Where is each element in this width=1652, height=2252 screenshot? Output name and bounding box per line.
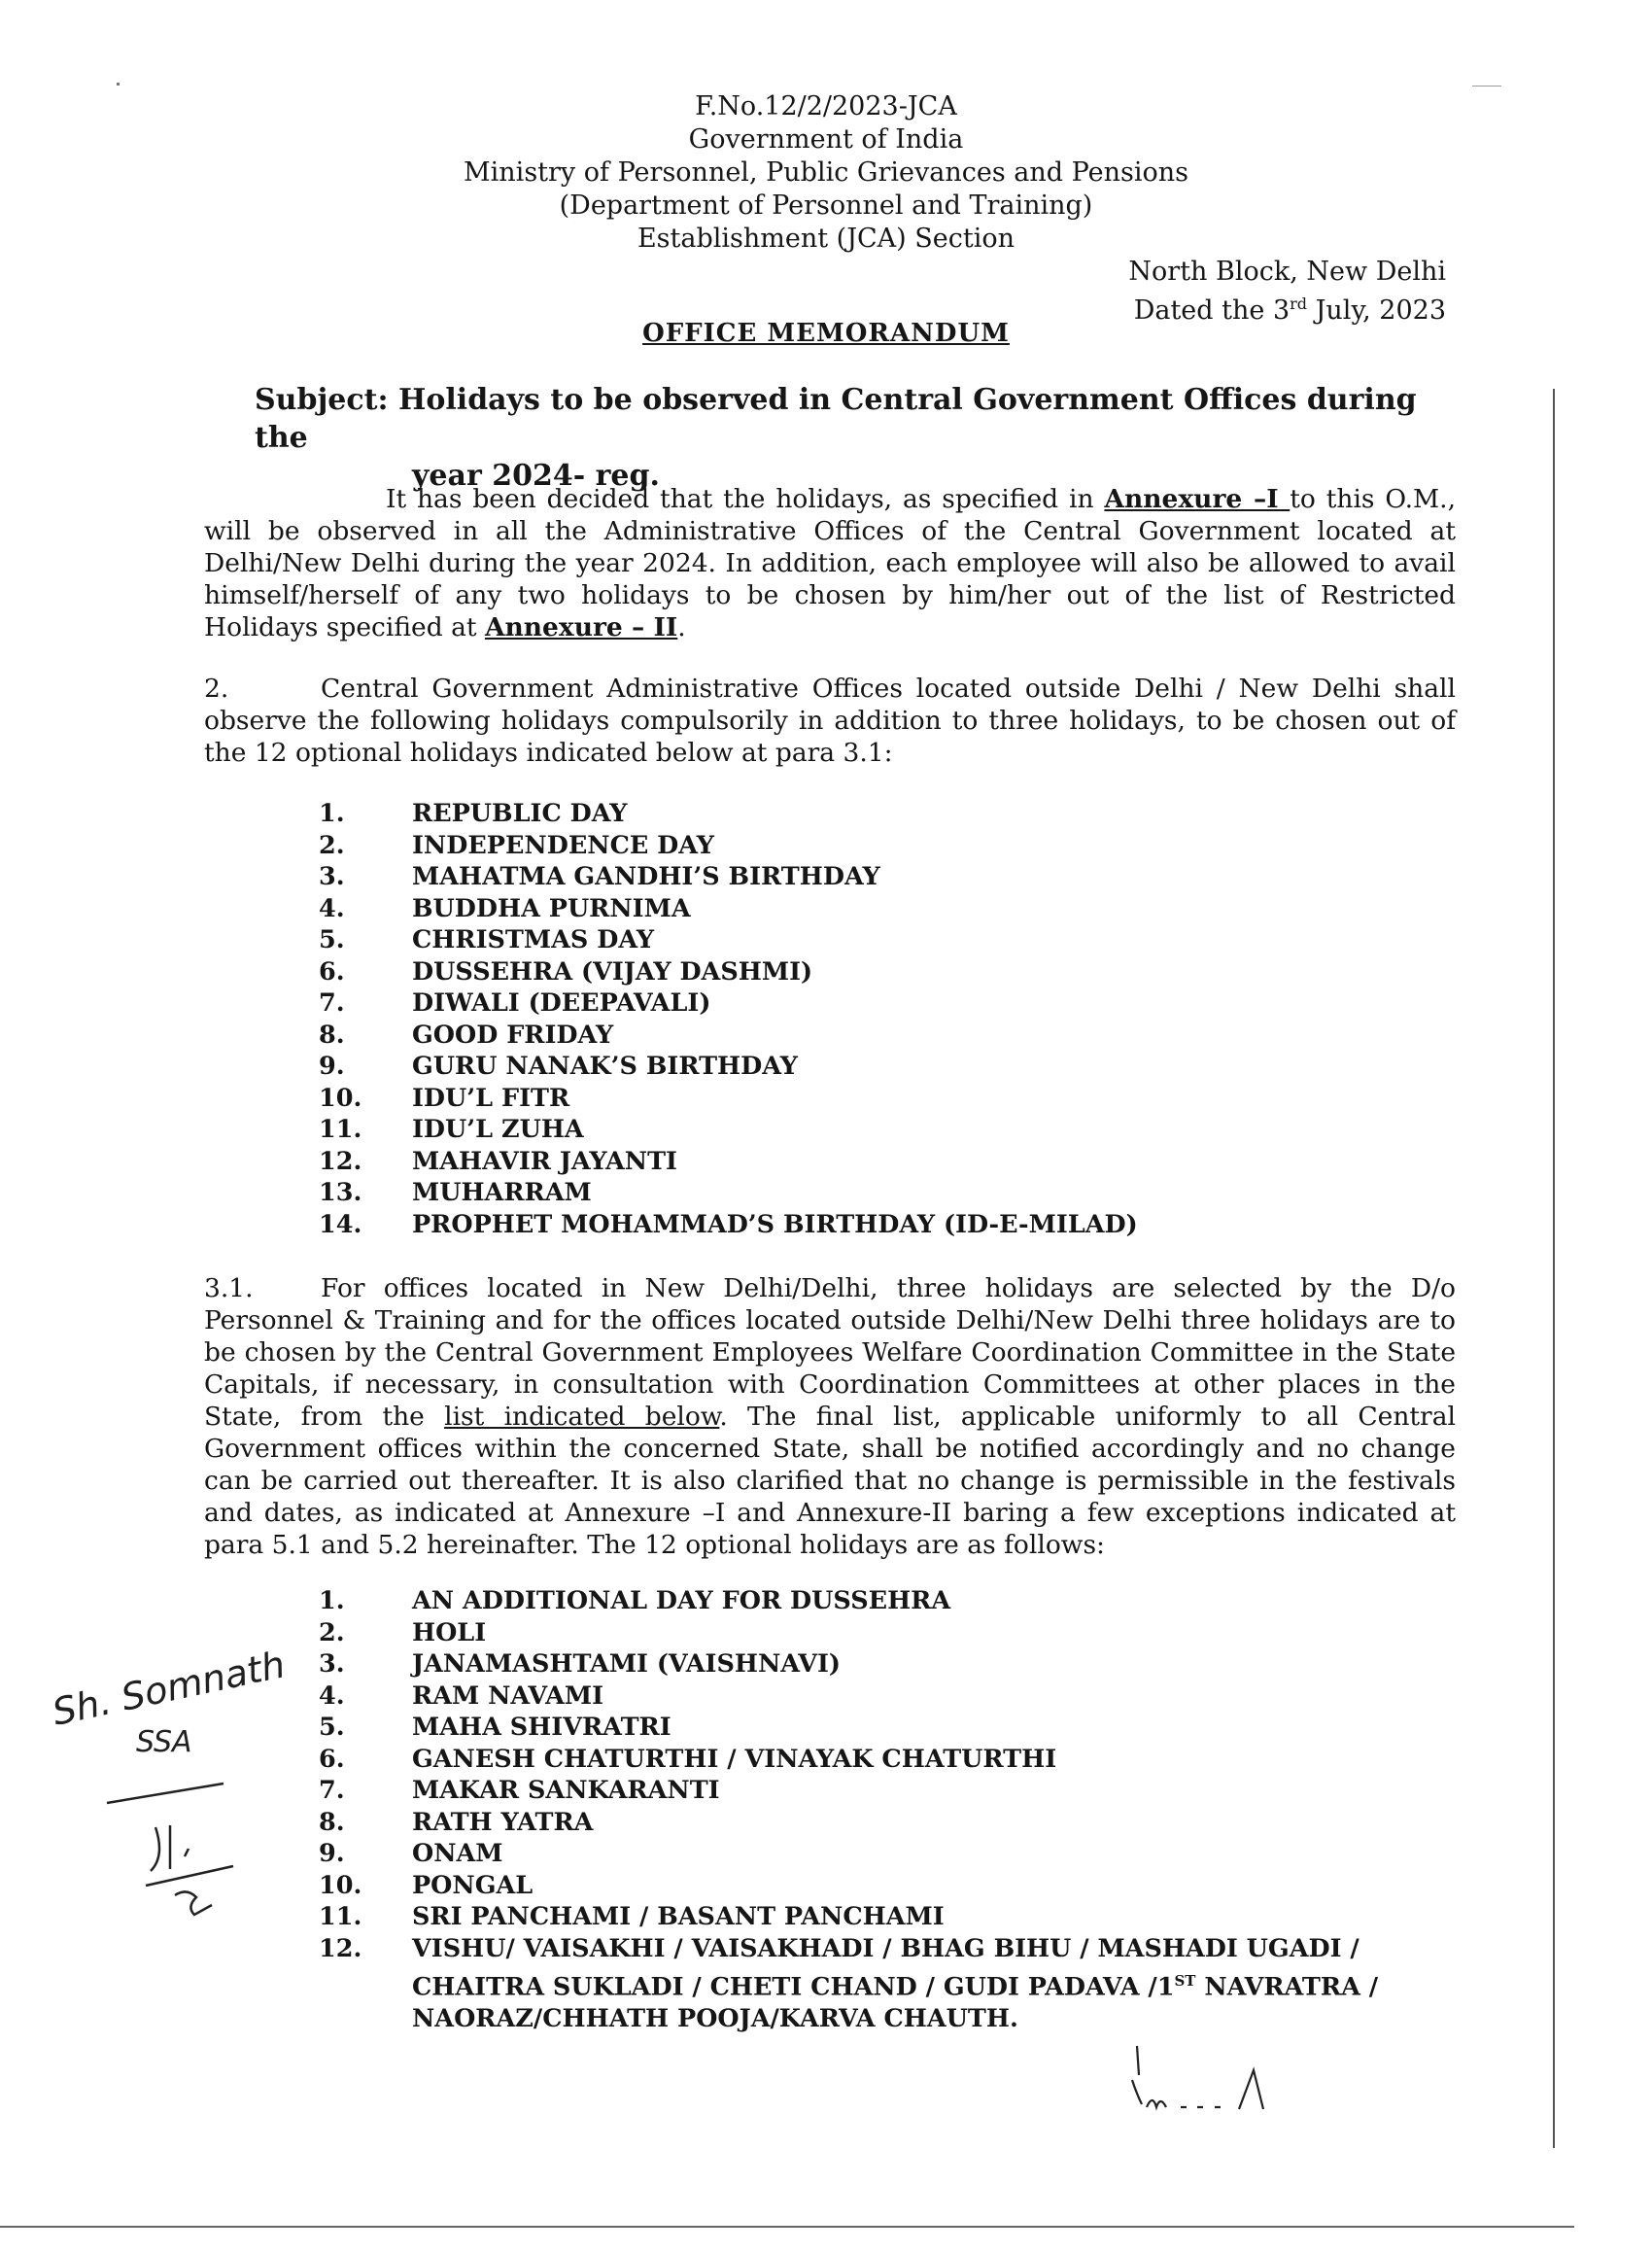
optional-holiday-item-name: SRI PANCHAMI / BASANT PANCHAMI (412, 1902, 945, 1931)
compulsory-holiday-item (319, 1114, 1138, 1146)
optional-holiday-item-number: 7. (319, 1776, 345, 1805)
compulsory-holiday-item-name: BUDDHA PURNIMA (412, 893, 691, 923)
ministry-line: Ministry of Personnel, Public Grievances and Pensions (464, 157, 1188, 188)
compulsory-holiday-item (319, 1177, 1138, 1209)
compulsory-holiday-item (319, 956, 1138, 988)
optional-holiday-item-name: MAKAR SANKARANTI (412, 1776, 720, 1805)
compulsory-holiday-item-number: 3. (319, 862, 345, 891)
compulsory-holiday-item (319, 924, 1138, 956)
paragraph-2: 2. Central Government Administrative Offices located outside Delhi / New Delhi shall observe the following holidays compulsorily in addition to three holidays, to be chosen out of the 12 optional holidays indicated below at para 3.1: (204, 674, 1456, 768)
compulsory-holiday-item (319, 893, 1138, 925)
compulsory-holiday-item (319, 987, 1138, 1020)
compulsory-holiday-item (319, 798, 1138, 830)
scan-bottom-line (0, 2226, 1574, 2228)
optional-holiday-item-name: ONAM (412, 1839, 503, 1868)
compulsory-holiday-item-number: 12. (319, 1146, 362, 1176)
optional-holiday-item-number: 10. (319, 1870, 362, 1900)
compulsory-holiday-item-number: 6. (319, 956, 345, 987)
optional-holiday-item (319, 1838, 1056, 1870)
optional-holiday-item (319, 1617, 1056, 1649)
optional-holiday-item (319, 1775, 1056, 1807)
compulsory-holiday-item (319, 1020, 1138, 1052)
list-indicated-below-link: list indicated below (444, 1402, 720, 1432)
compulsory-holiday-item-number: 2. (319, 830, 345, 860)
scan-dust (117, 83, 120, 86)
compulsory-holiday-item-name: GOOD FRIDAY (412, 1020, 614, 1050)
compulsory-holiday-item-number: 14. (319, 1209, 362, 1239)
compulsory-holiday-item-name: IDU’L FITR (412, 1083, 570, 1113)
optional-holiday-item (319, 1585, 1056, 1617)
optional-holiday-item-name: HOLI (412, 1617, 487, 1647)
compulsory-holiday-item-number: 8. (319, 1020, 345, 1050)
optional-holiday-item (319, 1744, 1056, 1776)
subject-line-2: year 2024- reg. (412, 459, 660, 493)
compulsory-holiday-item-name: DIWALI (DEEPAVALI) (412, 988, 711, 1018)
compulsory-holiday-item (319, 830, 1138, 862)
signature-initials (1118, 2041, 1331, 2119)
compulsory-holiday-item (319, 1083, 1138, 1115)
paragraph-3-1-number: 3.1. (204, 1273, 254, 1303)
optional-holiday-item (319, 1680, 1056, 1713)
optional-holiday-item-number: 11. (319, 1902, 362, 1931)
compulsory-holiday-item-number: 1. (319, 799, 345, 828)
optional-holiday-item-number: 4. (319, 1680, 345, 1711)
place-line: North Block, New Delhi (1128, 257, 1446, 287)
compulsory-holiday-item-number: 11. (319, 1115, 362, 1144)
handwritten-marks (87, 1750, 262, 1924)
date-line: Dated the 3rd July, 2023 (1133, 294, 1446, 326)
compulsory-holiday-item-name: CHRISTMAS DAY (412, 925, 655, 954)
compulsory-holiday-item-name: MUHARRAM (412, 1178, 592, 1207)
compulsory-holiday-item-name: GURU NANAK’S BIRTHDAY (412, 1052, 798, 1081)
optional-holiday-item-name: AN ADDITIONAL DAY FOR DUSSEHRA (412, 1586, 951, 1615)
optional-holiday-item-name: JANAMASHTAMI (VAISHNAVI) (412, 1649, 841, 1679)
department-line: (Department of Personnel and Training) (559, 191, 1093, 221)
scan-mark (1472, 86, 1501, 87)
optional-holiday-item-number: 1. (319, 1586, 345, 1615)
compulsory-holiday-item-number: 4. (319, 893, 345, 923)
compulsory-holiday-item-number: 7. (319, 988, 345, 1018)
paragraph-3-1: 3.1. For offices located in New Delhi/Delhi, three holidays are selected by the D/o Personnel & Training and for the offices located outside Delhi/New Delhi three holidays are to be chosen by the Central Government Employees Welfare Coordination Committee in the State Capitals, if necessary, in consultation with Coordination Committees at other places in the State, from the list indicated below. The final list, applicable uniformly to all Central Government offices within the concerned State, shall be notified accordingly and no change can be carried out thereafter. It is also clarified that no change is permissible in the festivals and dates, as indicated at Annexure –I and Annexure-II baring a few exceptions indicated at para 5.1 and 5.2 hereinafter. The 12 optional holidays are as follows: (204, 1273, 1456, 1560)
optional-holiday-list (319, 1585, 1056, 1933)
annexure-2-ref: Annexure – II (484, 612, 678, 642)
optional-holiday-item-name: RAM NAVAMI (412, 1680, 604, 1711)
compulsory-holiday-item-name: IDU’L ZUHA (412, 1115, 584, 1144)
file-number: F.No.12/2/2023-JCA (695, 91, 957, 121)
optional-holiday-item (319, 1901, 1056, 1933)
paragraph-2-number: 2. (204, 674, 229, 704)
annexure-1-ref: Annexure –I (1104, 484, 1291, 514)
optional-holiday-item-name: MAHA SHIVRATRI (412, 1713, 671, 1742)
compulsory-holiday-item-name: PROPHET MOHAMMAD’S BIRTHDAY (ID-E-MILAD) (412, 1209, 1138, 1239)
memo-title: OFFICE MEMORANDUM (642, 319, 1010, 348)
paragraph-1: It has been decided that the holidays, as specified in Annexure –I to this O.M., will be observed in all the Administrative Offices of the Central Government located at Delhi/New Delhi during the year 2024. In addition, each employee will also be allowed to avail himself/herself of any two holidays to be chosen by him/her out of the list of Restricted Holidays specified at Annexure – II. (204, 484, 1456, 642)
compulsory-holiday-item-name: DUSSEHRA (VIJAY DASHMI) (412, 956, 813, 987)
compulsory-holiday-item (319, 1146, 1138, 1178)
compulsory-holiday-item-name: REPUBLIC DAY (412, 799, 628, 828)
handwritten-role: SSA (136, 1725, 192, 1759)
scan-edge-line (1553, 389, 1555, 2148)
optional-holiday-item-number: 6. (319, 1744, 345, 1774)
optional-holiday-item-name: RATH YATRA (412, 1807, 594, 1837)
compulsory-holiday-item-number: 9. (319, 1052, 345, 1081)
compulsory-holiday-item (319, 861, 1138, 893)
optional-holiday-item (319, 1807, 1056, 1839)
optional-holiday-item-number: 2. (319, 1617, 345, 1647)
optional-holiday-item (319, 1648, 1056, 1680)
optional-holiday-item-number: 3. (319, 1649, 345, 1679)
compulsory-holiday-item-number: 10. (319, 1083, 362, 1113)
compulsory-holiday-item-name: MAHATMA GANDHI’S BIRTHDAY (412, 862, 880, 891)
compulsory-holiday-item-name: MAHAVIR JAYANTI (412, 1146, 677, 1176)
handwritten-name: Sh. Somnath (49, 1643, 290, 1734)
optional-holiday-item-number: 5. (319, 1713, 345, 1742)
compulsory-holiday-item-number: 5. (319, 925, 345, 954)
optional-holiday-12: 12. VISHU/ VAISAKHI / VAISAKHADI / BHAG BIHU / MASHADI UGADI / CHAITRA SUKLADI / CHETI CHAND / GUDI PADAVA /1ST NAVRATRA / NAORAZ/CHHATH POOJA/KARVA CHAUTH. (319, 1934, 1379, 2033)
compulsory-holiday-item-number: 13. (319, 1178, 362, 1207)
optional-holiday-item-number: 8. (319, 1807, 345, 1837)
compulsory-holiday-item-name: INDEPENDENCE DAY (412, 830, 715, 860)
subject (255, 381, 1450, 495)
compulsory-holiday-item (319, 1209, 1138, 1241)
subject-line-1: Holidays to be observed in Central Government Offices during the (255, 383, 1417, 455)
optional-holiday-item (319, 1870, 1056, 1902)
compulsory-holiday-item (319, 1051, 1138, 1083)
optional-holiday-item-number: 9. (319, 1839, 345, 1868)
compulsory-holiday-list (319, 798, 1138, 1240)
optional-holiday-item-name: PONGAL (412, 1870, 533, 1900)
section-line: Establishment (JCA) Section (637, 224, 1015, 254)
subject-label: Subject: (255, 383, 389, 417)
optional-holiday-item (319, 1712, 1056, 1744)
optional-holiday-item-name: GANESH CHATURTHI / VINAYAK CHATURTHI (412, 1744, 1057, 1774)
government-line: Government of India (688, 124, 964, 155)
